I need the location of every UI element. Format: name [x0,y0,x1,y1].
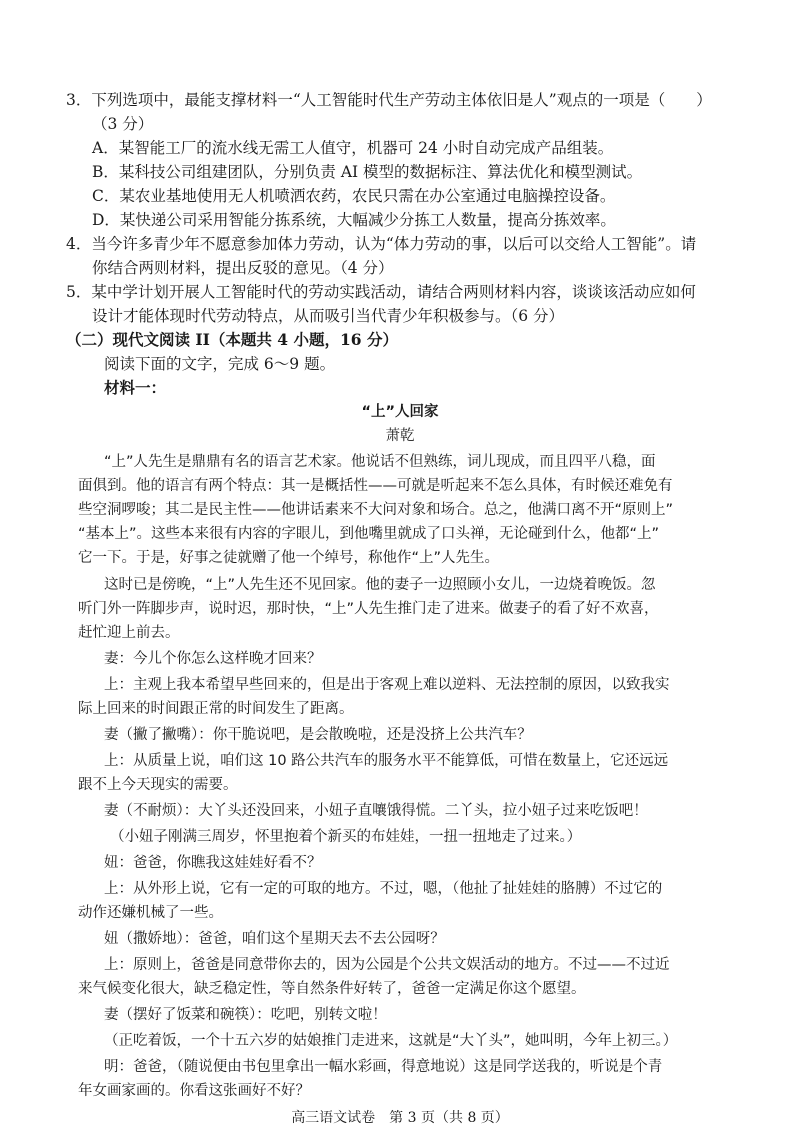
article-line: 妻：今儿个你怎么这样晚才回来？ [104,651,322,667]
article-line: 明：爸爸，（随说便由书包里拿出一幅水彩画，得意地说）这是同学送我的，听说是个青 [104,1059,663,1075]
article-line: 际上回来的时间跟正常的时间发生了距离。 [78,701,354,717]
article-line: 上：从外形上说，它有一定的可取的地方。不过，嗯，（他扯了扯娃娃的胳膊）不过它的 [104,881,663,897]
article-line: （小妞子刚满三周岁，怀里抱着个新买的布娃娃，一扭一扭地走了过来。） [110,829,582,845]
article-line: 妞（撒娇地）：爸爸，咱们这个星期天去不去公园呀？ [104,931,445,947]
q3-stem: 3．下列选项中，最能支撑材料一“人工智能时代生产劳动主体依旧是人”观点的一项是（ ） [66,91,712,109]
article-line: “上”人先生是鼎鼎有名的语言艺术家。他说话不但熟练，词儿现成，而且四平八稳，面 [104,454,656,470]
q3-option-a: A．某智能工厂的流水线无需工人值守，机器可 24 小时自动完成产品组装。 [92,139,614,157]
article-line: 它一下。于是，好事之徒就赠了他一个绰号，称他作“上”人先生。 [78,550,500,566]
article-line: “基本上”。这些本来很有内容的字眼儿，到他嘴里就成了口头禅，无论碰到什么，他都“上” [78,526,660,542]
article-line: 听门外一阵脚步声，说时迟，那时快，“上”人先生推门走了进来。做妻子的看了好不欢喜， [78,601,659,617]
article-line: 妻（撇了撇嘴）：你干脆说吧，是会散晚啦，还是没挤上公共汽车？ [104,727,532,743]
q3-score: （3 分） [92,115,154,133]
article-line: 些空洞啰唆；其二是民主性——他讲话素来不大问对象和场合。总之，他满口离不开“原则上” [78,502,674,518]
q5-stem-cont: 设计才能体现时代劳动特点，从而吸引当代青少年积极参与。（6 分） [92,307,565,325]
article-line: 来气候变化很大，缺乏稳定性，等自然条件好转了，爸爸一定满足你这个愿望。 [78,981,586,997]
article-line: 动作还嫌机械了一些。 [78,905,223,921]
article-title: “上”人回家 [361,404,439,420]
article-line: 跟不上今天现实的需要。 [78,777,238,793]
q5-stem: 5．某中学计划开展人工智能时代的劳动实践活动，请结合两则材料内容，谈谈该活动应如何 [66,283,696,301]
article-author: 萧乾 [385,428,415,444]
material-label: 材料一： [104,378,167,397]
section-instruction: 阅读下面的文字，完成 6～9 题。 [104,355,336,373]
article-line: 上：原则上，爸爸是同意带你去的，因为公园是个公共文娱活动的地方。不过——不过近 [104,957,670,973]
article-line: 妻（不耐烦）：大丫头还没回来，小妞子直嚷饿得慌。二丫头，拉小妞子过来吃饭吧！ [104,803,648,819]
article-line: 赶忙迎上前去。 [78,625,180,641]
article-line: 面俱到。他的语言有两个特点：其一是概括性——可就是听起来不怎么具体，有时候还难免有 [78,478,673,494]
article-line: 妞：爸爸，你瞧我这娃娃好看不？ [104,855,322,871]
section-heading: （二）现代文阅读 II（本题共 4 小题，16 分） [66,330,398,349]
q4-stem: 4．当今许多青少年不愿意参加体力劳动，认为“体力劳动的事，以后可以交给人工智能”。请 [66,235,697,253]
q3-option-c: C．某农业基地使用无人机喷洒农药，农民只需在办公室通过电脑操控设备。 [92,187,616,205]
q4-stem-cont: 你结合两则材料，提出反驳的意见。（4 分） [92,259,394,277]
article-line: 上：从质量上说，咱们这 10 路公共汽车的服务水平不能算低，可惜在数量上，它还远远 [104,753,669,769]
q3-option-d: D．某快递公司采用智能分拣系统，大幅减少分拣工人数量，提高分拣效率。 [92,211,616,229]
article-line: 年女画家画的。你看这张画好不好？ [78,1083,310,1099]
article-line: 妻（摆好了饭菜和碗筷）：吃吧，别转文啦！ [104,1007,387,1023]
article-line: （正吃着饭，一个十五六岁的姑娘推门走进来，这就是“大丫头”，她叫明，今年上初三。） [104,1033,678,1049]
article-line: 上：主观上我本希望早些回来的，但是出于客观上难以逆料、无法控制的原因，以致我实 [104,677,670,693]
page-footer: 高三语文试卷 第 3 页（共 8 页） [291,1110,509,1126]
article-line: 这时已是傍晚，“上”人先生还不见回家。他的妻子一边照顾小女儿，一边烧着晚饭。忽 [104,577,656,593]
q3-option-b: B．某科技公司组建团队，分别负责 AI 模型的数据标注、算法优化和模型测试。 [92,163,643,181]
